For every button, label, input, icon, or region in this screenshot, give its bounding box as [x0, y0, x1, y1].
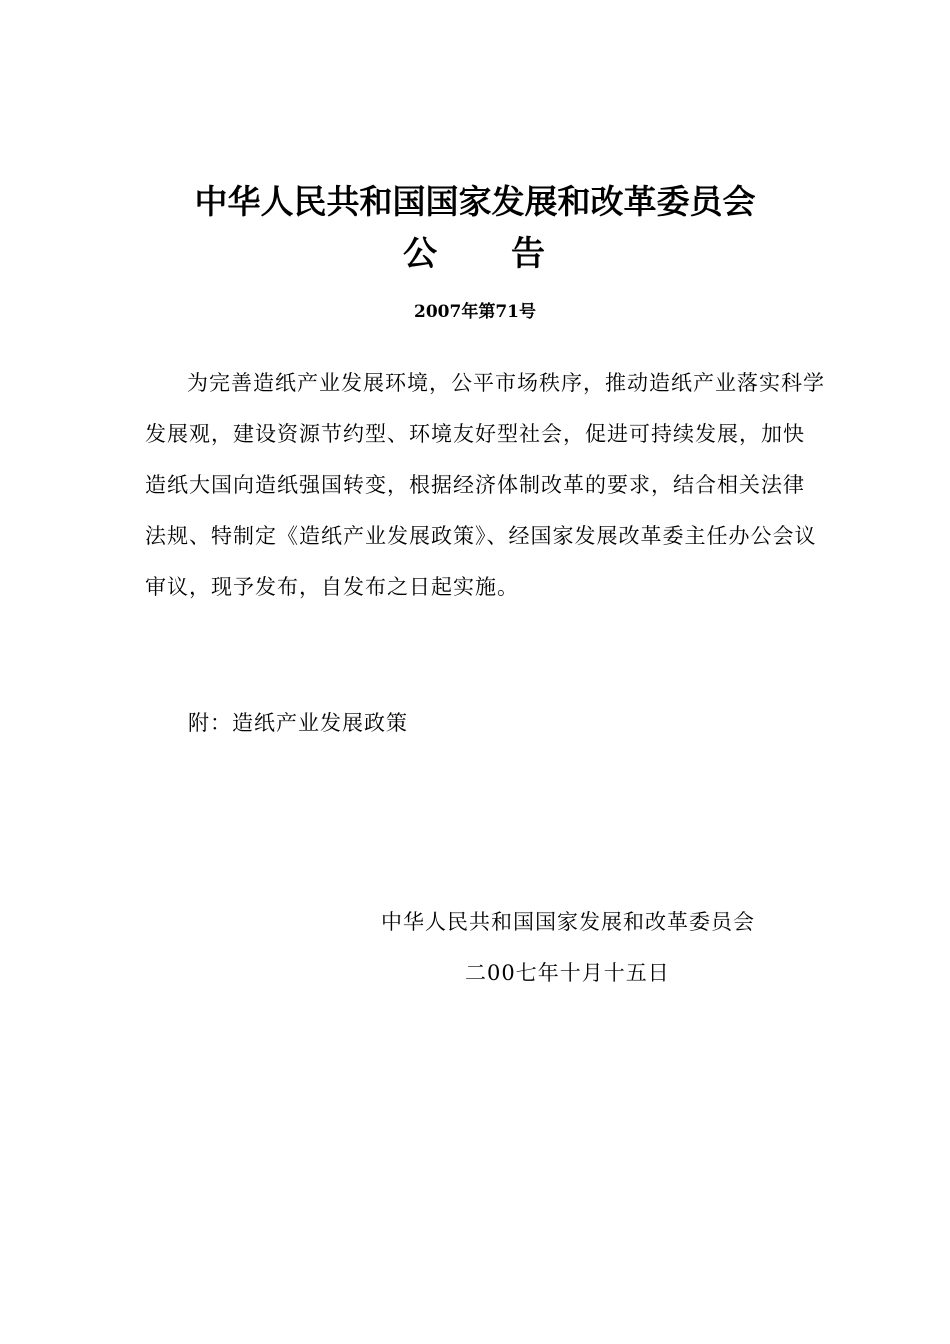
signature-organization: 中华人民共和国国家发展和改革委员会	[381, 910, 755, 934]
document-title: 中华人民共和国国家发展和改革委员会	[194, 182, 756, 221]
document-number: 2007年第71号	[414, 302, 536, 322]
announcement-body: 为完善造纸产业发展环境，公平市场秩序，推动造纸产业落实科学发展观，建设资源节约型、环境友好型社会，促进可持续发展，加快造纸大国向造纸强国转变，根据经济体制改革的要求，结合相关法律法规、特制定《造纸产业发展政策》、经国家发展改革委主任办公会议审议，现予发布，自发布之日起实施。	[145, 371, 825, 599]
attachment-line: 附：造纸产业发展政策	[188, 711, 408, 735]
signature-date: 二00七年十月十五日	[465, 961, 670, 985]
announcement-heading: 公 告	[403, 234, 547, 274]
